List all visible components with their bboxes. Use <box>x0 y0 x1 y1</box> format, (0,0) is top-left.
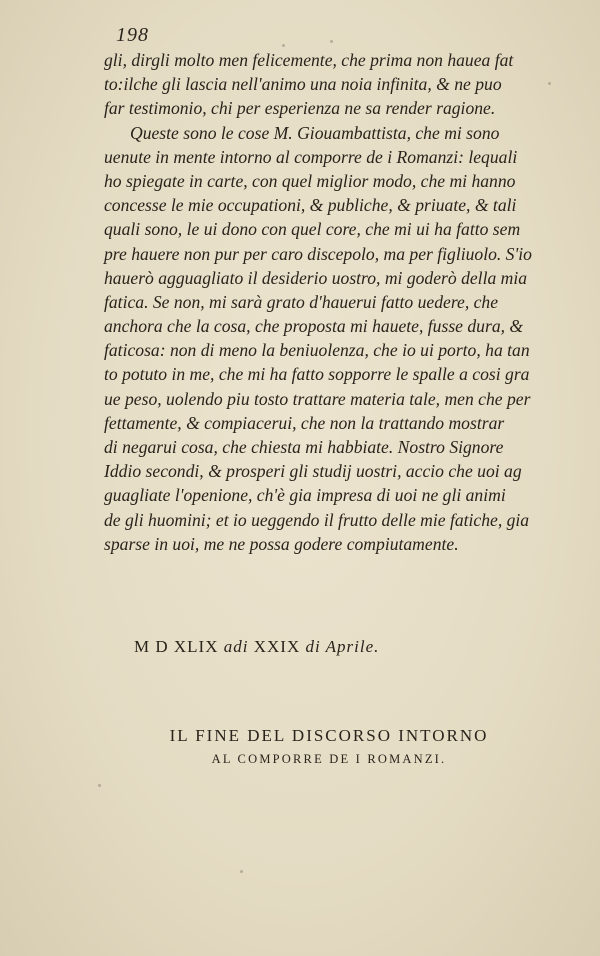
text-line: uenute in mente intorno al comporre de i Romanzi: lequali <box>104 146 518 167</box>
paper-speck <box>282 44 285 47</box>
text-line: ho spiegate in carte, con quel miglior modo, che mi hanno <box>104 170 516 191</box>
text-line: quali sono, le ui dono con quel core, che mi ui ha fatto sem <box>104 219 521 240</box>
text-line: far testimonio, chi per esperienza ne sa render ragione. <box>104 98 496 119</box>
text-line: di negarui cosa, che chiesta mi habbiate. Nostro Signore <box>104 437 504 457</box>
text-line: fatica. Se non, mi sarà grato d'hauerui fatto uedere, che <box>104 291 499 312</box>
text-line: fettamente, & compiacerui, che non la trattando mostrar <box>104 412 505 433</box>
paper-speck <box>548 82 551 85</box>
paper-speck <box>98 784 101 787</box>
text-line: concesse le mie occupationi, & publiche, & priuate, & tali <box>104 195 517 216</box>
year-numeral: M D XLIX <box>134 637 219 656</box>
text-line: hauerò agguagliato il desiderio uostro, mi goderò della mia <box>104 267 528 288</box>
colophon-line-2: AL COMPORRE DE I ROMANZI. <box>211 752 447 766</box>
text-line: faticosa: non di meno la beniuolenza, che io ui porto, ha tan <box>104 340 530 361</box>
paper-speck <box>240 870 243 873</box>
paper-speck <box>330 40 333 43</box>
text-line: gli, dirgli molto men felicemente, che prima non hauea fat <box>104 50 514 70</box>
text-line: pre hauere non pur per caro discepolo, ma per figliuolo. S'io <box>104 243 532 264</box>
date-line <box>134 637 379 657</box>
text-line: Iddio secondi, & prosperi gli studij uostri, accio che uoi ag <box>104 461 522 482</box>
date-month: di Aprile. <box>305 637 380 656</box>
text-line: Queste sono le cose M. Giouambattista, che mi sono <box>130 122 500 143</box>
text-line: to:ilche gli lascia nell'animo una noia infinita, & ne puo <box>104 74 502 95</box>
page-number: 198 <box>116 24 149 46</box>
text-line: de gli huomini; et io ueggendo il frutto delle mie fatiche, gia <box>104 509 530 530</box>
colophon-line-1: IL FINE DEL DISCORSO INTORNO <box>169 726 489 745</box>
text-line: anchora che la cosa, che proposta mi hauete, fusse dura, & <box>104 316 524 337</box>
text-line: ue peso, uolendo piu tosto trattare materia tale, men che per <box>104 388 531 409</box>
body-text <box>104 48 572 556</box>
text-line: to potuto in me, che mi ha fatto sopporre le spalle a cosi gra <box>104 364 530 385</box>
text-line: guagliate l'openione, ch'è gia impresa di uoi ne gli animi <box>104 485 506 506</box>
text-line: sparse in uoi, me ne possa godere compiutamente. <box>104 533 459 554</box>
date-adi: adi <box>223 637 249 656</box>
date-day: XXIX <box>253 637 301 656</box>
